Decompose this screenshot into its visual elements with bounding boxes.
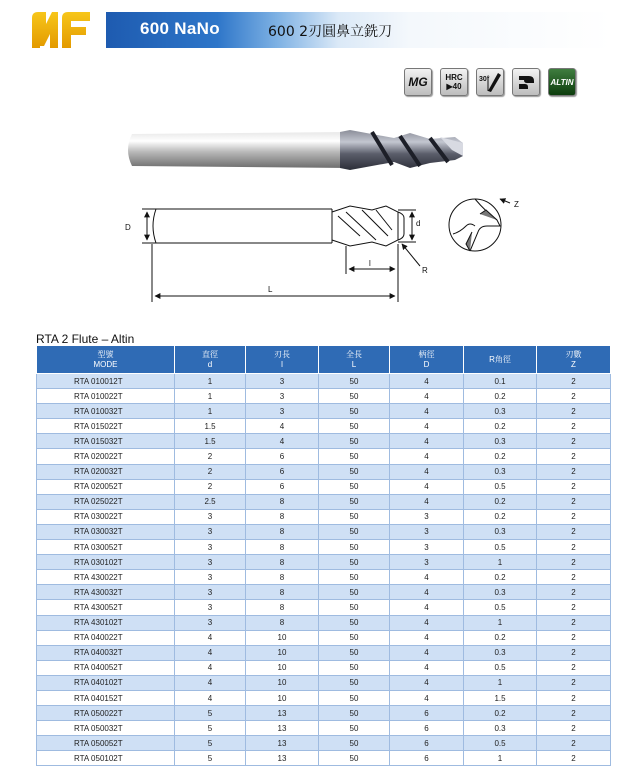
col-mode-cell: RTA 040022T <box>37 630 175 645</box>
col-corner-radius-cell: 0.3 <box>464 404 537 419</box>
col-corner-radius-cell: 0.5 <box>464 600 537 615</box>
col-shank-diameter-header <box>390 346 464 374</box>
col-diameter-cell: 1 <box>175 374 246 389</box>
col-mode-header-cn: 型號 <box>97 349 114 359</box>
col-diameter-cell: 2.5 <box>175 494 246 509</box>
col-shank-diameter-cell: 4 <box>390 690 464 705</box>
col-flute-length-cell: 10 <box>246 645 319 660</box>
col-flutes-cell: 2 <box>537 600 611 615</box>
col-flutes-cell: 2 <box>537 706 611 721</box>
col-corner-radius-cell: 0.5 <box>464 660 537 675</box>
col-flute-length-cell: 13 <box>246 736 319 751</box>
col-mode-header-en: MODE <box>93 359 118 369</box>
col-flutes-cell: 2 <box>537 721 611 736</box>
table-row <box>37 615 611 630</box>
col-mode-cell: RTA 050022T <box>37 706 175 721</box>
col-overall-length-cell: 50 <box>319 706 390 721</box>
table-row <box>37 675 611 690</box>
table-row <box>37 449 611 464</box>
col-diameter-header <box>175 346 246 374</box>
col-overall-length-cell: 50 <box>319 690 390 705</box>
table-row <box>37 404 611 419</box>
header-title-en: 600 NaNo <box>140 19 220 38</box>
col-shank-diameter-cell: 4 <box>390 645 464 660</box>
hrc-label: HRC <box>445 73 463 82</box>
col-flute-length-cell: 8 <box>246 509 319 524</box>
col-overall-length-cell: 50 <box>319 509 390 524</box>
col-corner-radius-cell: 0.2 <box>464 419 537 434</box>
col-shank-diameter-cell: 4 <box>390 419 464 434</box>
col-corner-radius-cell: 0.1 <box>464 374 537 389</box>
col-overall-length-cell: 50 <box>319 389 390 404</box>
col-diameter-cell: 4 <box>175 690 246 705</box>
col-flute-length-cell: 13 <box>246 721 319 736</box>
col-overall-length-cell: 50 <box>319 600 390 615</box>
col-flute-length-cell: 8 <box>246 524 319 539</box>
col-overall-length-cell: 50 <box>319 630 390 645</box>
col-corner-radius-cell: 0.2 <box>464 570 537 585</box>
svg-text:30°: 30° <box>479 76 490 83</box>
col-diameter-cell: 4 <box>175 645 246 660</box>
col-flutes-cell: 2 <box>537 524 611 539</box>
col-mode-cell: RTA 015022T <box>37 419 175 434</box>
col-mode-cell: RTA 430022T <box>37 570 175 585</box>
col-mode-cell: RTA 430052T <box>37 600 175 615</box>
col-corner-radius-header <box>464 346 537 374</box>
col-shank-diameter-cell: 4 <box>390 404 464 419</box>
col-overall-length-cell: 50 <box>319 751 390 766</box>
col-flute-length-cell: 6 <box>246 479 319 494</box>
table-row <box>37 434 611 449</box>
col-mode-cell: RTA 030102T <box>37 555 175 570</box>
col-flutes-cell: 2 <box>537 675 611 690</box>
col-diameter-cell: 2 <box>175 479 246 494</box>
col-mode-cell: RTA 040102T <box>37 675 175 690</box>
col-diameter-cell: 5 <box>175 736 246 751</box>
col-diameter-cell: 3 <box>175 600 246 615</box>
col-flutes-cell: 2 <box>537 389 611 404</box>
table-row <box>37 419 611 434</box>
col-flutes-cell: 2 <box>537 570 611 585</box>
col-overall-length-cell: 50 <box>319 524 390 539</box>
col-mode-cell: RTA 040152T <box>37 690 175 705</box>
col-flutes-cell: 2 <box>537 736 611 751</box>
col-overall-length-header <box>319 346 390 374</box>
col-corner-radius-cell: 0.5 <box>464 736 537 751</box>
col-diameter-cell: 5 <box>175 721 246 736</box>
side-view-drawing <box>142 206 420 302</box>
col-corner-radius-cell: 1 <box>464 751 537 766</box>
col-diameter-cell: 4 <box>175 660 246 675</box>
col-overall-length-cell: 50 <box>319 434 390 449</box>
label-L: L <box>268 285 273 294</box>
col-corner-radius-cell: 0.3 <box>464 585 537 600</box>
col-flute-length-header-en: l <box>281 359 283 369</box>
col-mode-cell: RTA 010032T <box>37 404 175 419</box>
col-overall-length-cell: 50 <box>319 570 390 585</box>
col-mode-cell: RTA 025022T <box>37 494 175 509</box>
table-row <box>37 600 611 615</box>
col-mode-cell: RTA 030022T <box>37 509 175 524</box>
col-corner-radius-cell: 0.2 <box>464 509 537 524</box>
col-flute-length-cell: 4 <box>246 419 319 434</box>
col-flutes-cell: 2 <box>537 615 611 630</box>
col-diameter-cell: 3 <box>175 509 246 524</box>
col-flute-length-cell: 8 <box>246 540 319 555</box>
col-diameter-cell: 5 <box>175 706 246 721</box>
col-shank-diameter-cell: 4 <box>390 615 464 630</box>
col-diameter-cell: 1.5 <box>175 434 246 449</box>
col-mode-cell: RTA 010022T <box>37 389 175 404</box>
col-flutes-cell: 2 <box>537 509 611 524</box>
col-diameter-cell: 3 <box>175 540 246 555</box>
col-flutes-cell: 2 <box>537 374 611 389</box>
col-corner-radius-header-cn: R角徑 <box>489 354 511 364</box>
table-row <box>37 721 611 736</box>
col-diameter-cell: 1.5 <box>175 419 246 434</box>
col-shank-diameter-header-cn: 柄徑 <box>418 349 435 359</box>
col-flutes-cell: 2 <box>537 449 611 464</box>
col-mode-cell: RTA 040032T <box>37 645 175 660</box>
col-flutes-cell: 2 <box>537 419 611 434</box>
col-mode-cell: RTA 050032T <box>37 721 175 736</box>
col-corner-radius-cell: 0.5 <box>464 479 537 494</box>
col-corner-radius-cell: 0.3 <box>464 464 537 479</box>
table-row <box>37 464 611 479</box>
table-row <box>37 479 611 494</box>
col-shank-diameter-header-en: D <box>423 359 430 369</box>
col-diameter-header-cn: 直徑 <box>202 349 218 359</box>
table-row <box>37 389 611 404</box>
col-overall-length-cell: 50 <box>319 464 390 479</box>
col-overall-length-cell: 50 <box>319 479 390 494</box>
col-diameter-cell: 1 <box>175 404 246 419</box>
hrc-number: 40 <box>452 82 462 91</box>
col-mode-cell: RTA 050052T <box>37 736 175 751</box>
col-flute-length-cell: 13 <box>246 751 319 766</box>
tool-drawings <box>0 0 628 330</box>
mg-badge: MG <box>404 68 432 96</box>
col-flutes-cell: 2 <box>537 645 611 660</box>
col-shank-diameter-cell: 6 <box>390 706 464 721</box>
col-flutes-cell: 2 <box>537 434 611 449</box>
table-title: RTA 2 Flute – Altin <box>36 332 135 346</box>
col-shank-diameter-cell: 6 <box>390 721 464 736</box>
col-flute-length-cell: 6 <box>246 464 319 479</box>
col-shank-diameter-cell: 3 <box>390 509 464 524</box>
col-overall-length-cell: 50 <box>319 404 390 419</box>
col-shank-diameter-cell: 4 <box>390 374 464 389</box>
end-view-drawing <box>449 199 510 251</box>
col-flutes-cell: 2 <box>537 585 611 600</box>
label-D: D <box>125 223 131 232</box>
col-diameter-cell: 4 <box>175 675 246 690</box>
col-corner-radius-cell: 0.5 <box>464 540 537 555</box>
col-flute-length-cell: 10 <box>246 630 319 645</box>
col-flutes-cell: 2 <box>537 555 611 570</box>
label-d: d <box>416 219 421 228</box>
table-row <box>37 494 611 509</box>
col-mode-cell: RTA 040052T <box>37 660 175 675</box>
table-row <box>37 509 611 524</box>
label-R: R <box>422 266 428 275</box>
col-flute-length-cell: 8 <box>246 585 319 600</box>
col-flute-length-cell: 8 <box>246 570 319 585</box>
col-corner-radius-cell: 1 <box>464 675 537 690</box>
col-shank-diameter-cell: 3 <box>390 555 464 570</box>
col-overall-length-cell: 50 <box>319 721 390 736</box>
spec-table <box>36 345 611 766</box>
col-overall-length-cell: 50 <box>319 494 390 509</box>
col-diameter-cell: 1 <box>175 389 246 404</box>
col-flute-length-cell: 3 <box>246 389 319 404</box>
table-row <box>37 751 611 766</box>
col-overall-length-cell: 50 <box>319 374 390 389</box>
table-row <box>37 736 611 751</box>
col-shank-diameter-cell: 3 <box>390 524 464 539</box>
table-row <box>37 374 611 389</box>
col-shank-diameter-cell: 4 <box>390 449 464 464</box>
col-shank-diameter-cell: 4 <box>390 479 464 494</box>
col-mode-cell: RTA 430032T <box>37 585 175 600</box>
col-flute-length-cell: 13 <box>246 706 319 721</box>
col-flute-length-cell: 6 <box>246 449 319 464</box>
col-diameter-cell: 4 <box>175 630 246 645</box>
col-overall-length-header-en: L <box>351 359 357 369</box>
col-mode-cell: RTA 030032T <box>37 524 175 539</box>
col-shank-diameter-cell: 4 <box>390 585 464 600</box>
col-overall-length-header-cn: 全長 <box>346 349 362 359</box>
col-shank-diameter-cell: 4 <box>390 464 464 479</box>
table-body <box>37 374 611 766</box>
table-header-row <box>37 346 611 374</box>
col-shank-diameter-cell: 4 <box>390 675 464 690</box>
col-flutes-header-en: Z <box>571 359 576 369</box>
col-mode-cell: RTA 430102T <box>37 615 175 630</box>
table-row <box>37 630 611 645</box>
hrc-value: ▶40 <box>446 82 462 91</box>
col-flutes-cell: 2 <box>537 404 611 419</box>
col-mode-cell: RTA 020022T <box>37 449 175 464</box>
col-shank-diameter-cell: 4 <box>390 389 464 404</box>
table-row <box>37 585 611 600</box>
col-corner-radius-cell: 0.2 <box>464 494 537 509</box>
table-row <box>37 645 611 660</box>
col-mode-cell: RTA 015032T <box>37 434 175 449</box>
col-flutes-cell: 2 <box>537 690 611 705</box>
col-mode-header <box>37 346 175 374</box>
col-flute-length-cell: 8 <box>246 600 319 615</box>
col-flutes-header-cn: 刃數 <box>565 349 582 359</box>
table-row <box>37 660 611 675</box>
col-corner-radius-cell: 1 <box>464 615 537 630</box>
col-mode-cell: RTA 050102T <box>37 751 175 766</box>
col-shank-diameter-cell: 4 <box>390 660 464 675</box>
col-shank-diameter-cell: 4 <box>390 570 464 585</box>
col-overall-length-cell: 50 <box>319 449 390 464</box>
col-mode-cell: RTA 020032T <box>37 464 175 479</box>
table-row <box>37 570 611 585</box>
col-corner-radius-cell: 1.5 <box>464 690 537 705</box>
table-row <box>37 706 611 721</box>
col-corner-radius-cell: 0.2 <box>464 630 537 645</box>
col-flutes-cell: 2 <box>537 464 611 479</box>
col-flutes-cell: 2 <box>537 494 611 509</box>
col-flutes-cell: 2 <box>537 479 611 494</box>
col-corner-radius-cell: 0.3 <box>464 645 537 660</box>
col-mode-cell: RTA 020052T <box>37 479 175 494</box>
col-corner-radius-cell: 0.3 <box>464 434 537 449</box>
col-flute-length-header <box>246 346 319 374</box>
col-shank-diameter-cell: 4 <box>390 434 464 449</box>
col-corner-radius-cell: 0.2 <box>464 449 537 464</box>
col-corner-radius-cell: 1 <box>464 555 537 570</box>
col-diameter-cell: 3 <box>175 555 246 570</box>
col-shank-diameter-cell: 6 <box>390 736 464 751</box>
col-overall-length-cell: 50 <box>319 660 390 675</box>
end-mill-photo <box>128 130 463 170</box>
col-corner-radius-cell: 0.2 <box>464 389 537 404</box>
col-flute-length-header-cn: 刃長 <box>274 349 290 359</box>
col-shank-diameter-cell: 3 <box>390 540 464 555</box>
col-flutes-cell: 2 <box>537 630 611 645</box>
col-mode-cell: RTA 030052T <box>37 540 175 555</box>
col-overall-length-cell: 50 <box>319 736 390 751</box>
col-overall-length-cell: 50 <box>319 419 390 434</box>
col-shank-diameter-cell: 6 <box>390 751 464 766</box>
col-diameter-cell: 3 <box>175 570 246 585</box>
col-diameter-cell: 3 <box>175 585 246 600</box>
col-flute-length-cell: 8 <box>246 555 319 570</box>
col-diameter-cell: 3 <box>175 615 246 630</box>
col-shank-diameter-cell: 4 <box>390 494 464 509</box>
col-overall-length-cell: 50 <box>319 555 390 570</box>
col-corner-radius-cell: 0.2 <box>464 706 537 721</box>
col-diameter-header-en: d <box>207 359 213 369</box>
col-flute-length-cell: 10 <box>246 660 319 675</box>
col-diameter-cell: 3 <box>175 524 246 539</box>
col-flute-length-cell: 3 <box>246 374 319 389</box>
altin-badge: ALTIN <box>548 68 576 96</box>
col-overall-length-cell: 50 <box>319 675 390 690</box>
col-shank-diameter-cell: 4 <box>390 600 464 615</box>
col-flute-length-cell: 4 <box>246 434 319 449</box>
col-flutes-header <box>537 346 611 374</box>
col-diameter-cell: 5 <box>175 751 246 766</box>
col-shank-diameter-cell: 4 <box>390 630 464 645</box>
table-row <box>37 690 611 705</box>
col-overall-length-cell: 50 <box>319 615 390 630</box>
col-flute-length-cell: 8 <box>246 494 319 509</box>
label-l: l <box>369 259 371 268</box>
col-flutes-cell: 2 <box>537 540 611 555</box>
header-title-cn: 600 2刃圓鼻立銑刀 <box>268 24 393 40</box>
col-diameter-cell: 2 <box>175 464 246 479</box>
col-mode-cell: RTA 010012T <box>37 374 175 389</box>
table-row <box>37 524 611 539</box>
col-flutes-cell: 2 <box>537 660 611 675</box>
col-overall-length-cell: 50 <box>319 585 390 600</box>
col-flute-length-cell: 10 <box>246 690 319 705</box>
col-flute-length-cell: 8 <box>246 615 319 630</box>
col-overall-length-cell: 50 <box>319 645 390 660</box>
table-row <box>37 540 611 555</box>
col-overall-length-cell: 50 <box>319 540 390 555</box>
col-diameter-cell: 2 <box>175 449 246 464</box>
col-flutes-cell: 2 <box>537 751 611 766</box>
table-row <box>37 555 611 570</box>
col-corner-radius-cell: 0.3 <box>464 721 537 736</box>
col-corner-radius-cell: 0.3 <box>464 524 537 539</box>
label-Z: Z <box>514 200 519 209</box>
col-flute-length-cell: 10 <box>246 675 319 690</box>
col-flute-length-cell: 3 <box>246 404 319 419</box>
